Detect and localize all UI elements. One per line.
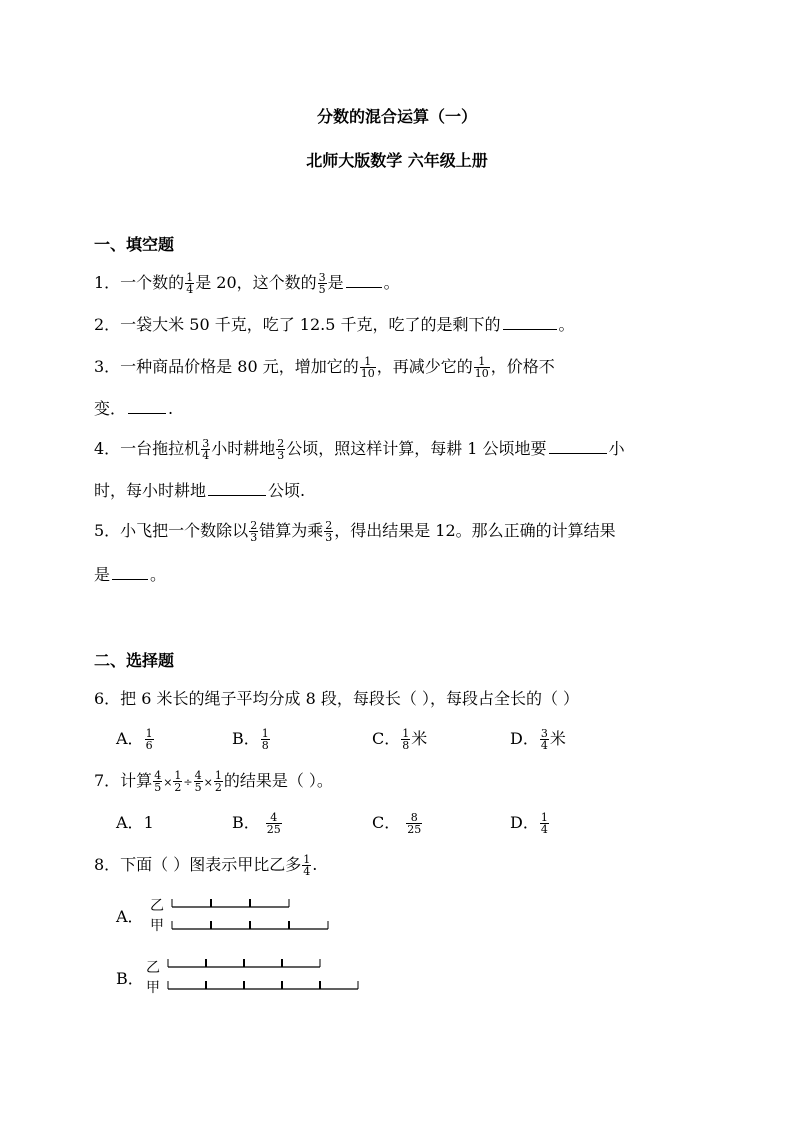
q7-option-b[interactable] <box>232 812 283 835</box>
fraction: $\frac{3}{4}$ <box>540 727 548 752</box>
question-6: 6．把 6 米长的绳子平均分成 8 段，每段长（ ），每段占全长的（ ） <box>94 689 580 708</box>
q1-text-a: 1．一个数的 <box>94 273 185 292</box>
q5-text-a: 5．小飞把一个数除以 <box>94 521 249 540</box>
question-8 <box>94 854 317 877</box>
q8-a-jia-label: 甲 <box>150 918 164 934</box>
fraction: $\frac{1}{2}$ <box>174 769 182 794</box>
q1-text-b: 是 20，这个数的 <box>195 273 317 292</box>
q8-b-jia-label: 甲 <box>146 980 160 996</box>
q3-text-b: ，再减少它的 <box>376 357 473 376</box>
question-2 <box>94 314 575 336</box>
q8-a-segment-diagram <box>172 897 342 937</box>
fraction: $\frac{3}{4}$ <box>202 437 210 462</box>
q8-option-b[interactable]: B． <box>116 969 144 988</box>
q7-option-a[interactable] <box>116 812 154 834</box>
q4-text-a: 4．一台拖拉机 <box>94 439 201 458</box>
q1-text-c: 是 <box>327 273 344 292</box>
question-7 <box>94 770 333 794</box>
q8-text-b: . <box>312 855 318 874</box>
q5-text-b: 错算为乘 <box>259 521 324 540</box>
fraction: $\frac{4}{5}$ <box>194 769 202 794</box>
q7-option-d[interactable] <box>510 812 550 835</box>
fraction: $\frac{4}{5}$ <box>154 769 162 794</box>
option-unit: 米 <box>549 729 566 748</box>
fraction: $\frac{1}{4}$ <box>540 811 548 836</box>
question-4-continued <box>94 480 305 502</box>
q8-b-segment-diagram <box>168 958 368 998</box>
option-label: A． <box>116 813 144 832</box>
answer-blank[interactable] <box>503 328 557 330</box>
operator: ÷ <box>183 776 193 789</box>
q8-a-yi-label: 乙 <box>150 898 164 914</box>
q4-text-e: 时，每小时耕地 <box>94 481 207 500</box>
q4-text-b: 小时耕地 <box>211 439 276 458</box>
q6-option-a[interactable] <box>116 728 155 751</box>
q8-text-a: 8．下面（ ）图表示甲比乙多 <box>94 855 302 874</box>
q7-text-b: 的结果是（ ）。 <box>223 771 333 790</box>
q3-end: . <box>168 399 174 418</box>
q4-text-c: 公顷，照这样计算，每耕 1 公顷地要 <box>286 439 547 458</box>
q5-text-d: 是 <box>94 565 111 584</box>
question-3 <box>94 356 555 379</box>
fraction: $\frac{3}{5}$ <box>318 271 326 296</box>
answer-blank[interactable] <box>208 494 266 496</box>
fraction: $\frac{4}{25}$ <box>266 811 281 836</box>
q2-text: 2．一袋大米 50 千克，吃了 12.5 千克，吃了的是剩下的 <box>94 315 501 334</box>
q8-b-yi-label: 乙 <box>146 960 160 976</box>
option-unit: 米 <box>411 729 428 748</box>
answer-blank[interactable] <box>128 412 166 414</box>
option-label: B． <box>232 729 260 748</box>
question-5-continued <box>94 564 166 586</box>
option-label: C． <box>372 729 401 748</box>
fraction: $\frac{1}{8}$ <box>261 727 269 752</box>
worksheet-subtitle: 北师大版数学 六年级上册 <box>306 151 488 170</box>
option-label: D． <box>510 813 539 832</box>
q8-option-a[interactable]: A． <box>116 907 144 926</box>
operator: × <box>203 776 213 789</box>
fraction: $\frac{1}{10}$ <box>360 355 375 380</box>
question-5 <box>94 520 616 543</box>
question-3-continued <box>94 398 173 420</box>
option-label: A． <box>116 729 144 748</box>
q1-end: 。 <box>383 273 400 292</box>
q4-text-f: 公顷. <box>268 481 306 500</box>
question-1 <box>94 272 400 295</box>
fraction: $\frac{1}{4}$ <box>303 853 311 878</box>
operator: × <box>163 776 173 789</box>
q7-text-a: 7．计算 <box>94 771 153 790</box>
section-choice-heading: 二、选择题 <box>94 651 175 670</box>
fraction: $\frac{8}{25}$ <box>407 811 422 836</box>
option-label: D． <box>510 729 539 748</box>
q3-text-a: 3．一种商品价格是 80 元，增加它的 <box>94 357 359 376</box>
fraction: $\frac{1}{6}$ <box>145 727 153 752</box>
q4-text-d: 小 <box>608 439 625 458</box>
q3-text-c: ，价格不 <box>490 357 555 376</box>
q5-text-c: ，得出结果是 12。那么正确的计算结果 <box>334 521 616 540</box>
fraction: $\frac{1}{2}$ <box>214 769 222 794</box>
option-label: B． <box>232 813 260 832</box>
q6-option-c[interactable] <box>372 728 427 751</box>
answer-blank[interactable] <box>112 578 148 580</box>
q2-end: 。 <box>558 315 575 334</box>
q7-option-c[interactable] <box>372 812 423 835</box>
q5-end: 。 <box>150 565 167 584</box>
fraction: $\frac{1}{8}$ <box>402 727 410 752</box>
fraction: $\frac{2}{3}$ <box>277 437 285 462</box>
worksheet-title: 分数的混合运算（一） <box>316 107 477 126</box>
answer-blank[interactable] <box>549 452 607 454</box>
fraction: $\frac{2}{3}$ <box>250 519 258 544</box>
question-4 <box>94 438 625 461</box>
q6-option-b[interactable] <box>232 728 271 751</box>
fraction: $\frac{2}{3}$ <box>325 519 333 544</box>
option-label: C． <box>372 813 401 832</box>
option-value: 1 <box>143 813 154 832</box>
q6-option-d[interactable] <box>510 728 566 751</box>
answer-blank[interactable] <box>346 286 382 288</box>
fraction: $\frac{1}{4}$ <box>186 271 194 296</box>
fraction: $\frac{1}{10}$ <box>474 355 489 380</box>
q3-text-d: 变． <box>94 399 127 418</box>
section-fill-in-heading: 一、填空题 <box>94 235 175 254</box>
